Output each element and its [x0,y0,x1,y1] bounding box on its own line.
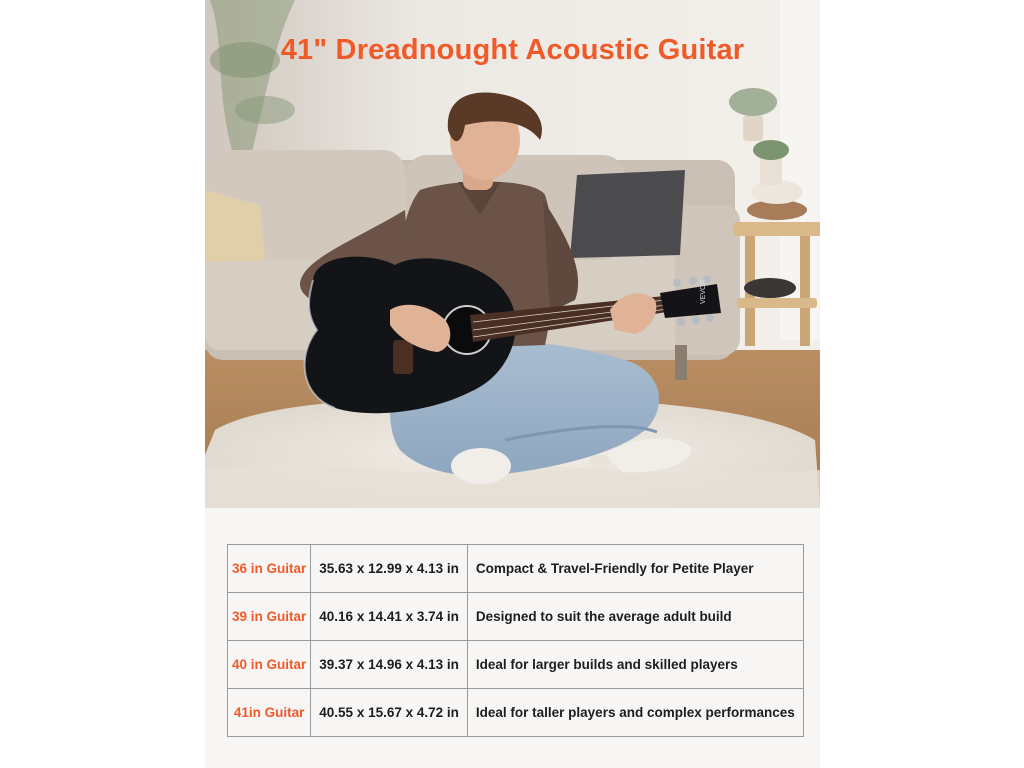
size-cell: 39 in Guitar [228,593,311,641]
guitar-player-illustration [205,0,820,508]
headstock-logo: VEVOR [700,279,707,304]
product-panel [205,0,820,768]
size-comparison-table [227,544,804,737]
table-row [228,593,804,641]
description-cell: Ideal for taller players and complex performances [467,689,803,737]
size-cell: 41in Guitar [228,689,311,737]
lifestyle-photo [205,0,820,508]
dimensions-cell: 40.16 x 14.41 x 3.74 in [311,593,468,641]
description-cell: Designed to suit the average adult build [467,593,803,641]
dimensions-cell: 35.63 x 12.99 x 4.13 in [311,545,468,593]
dimensions-cell: 39.37 x 14.96 x 4.13 in [311,641,468,689]
size-cell: 36 in Guitar [228,545,311,593]
dimensions-cell: 40.55 x 15.67 x 4.72 in [311,689,468,737]
table-row [228,689,804,737]
page-title: 41" Dreadnought Acoustic Guitar [280,34,745,66]
description-cell: Compact & Travel-Friendly for Petite Player [467,545,803,593]
description-cell: Ideal for larger builds and skilled players [467,641,803,689]
table-row [228,641,804,689]
table-row [228,545,804,593]
size-cell: 40 in Guitar [228,641,311,689]
